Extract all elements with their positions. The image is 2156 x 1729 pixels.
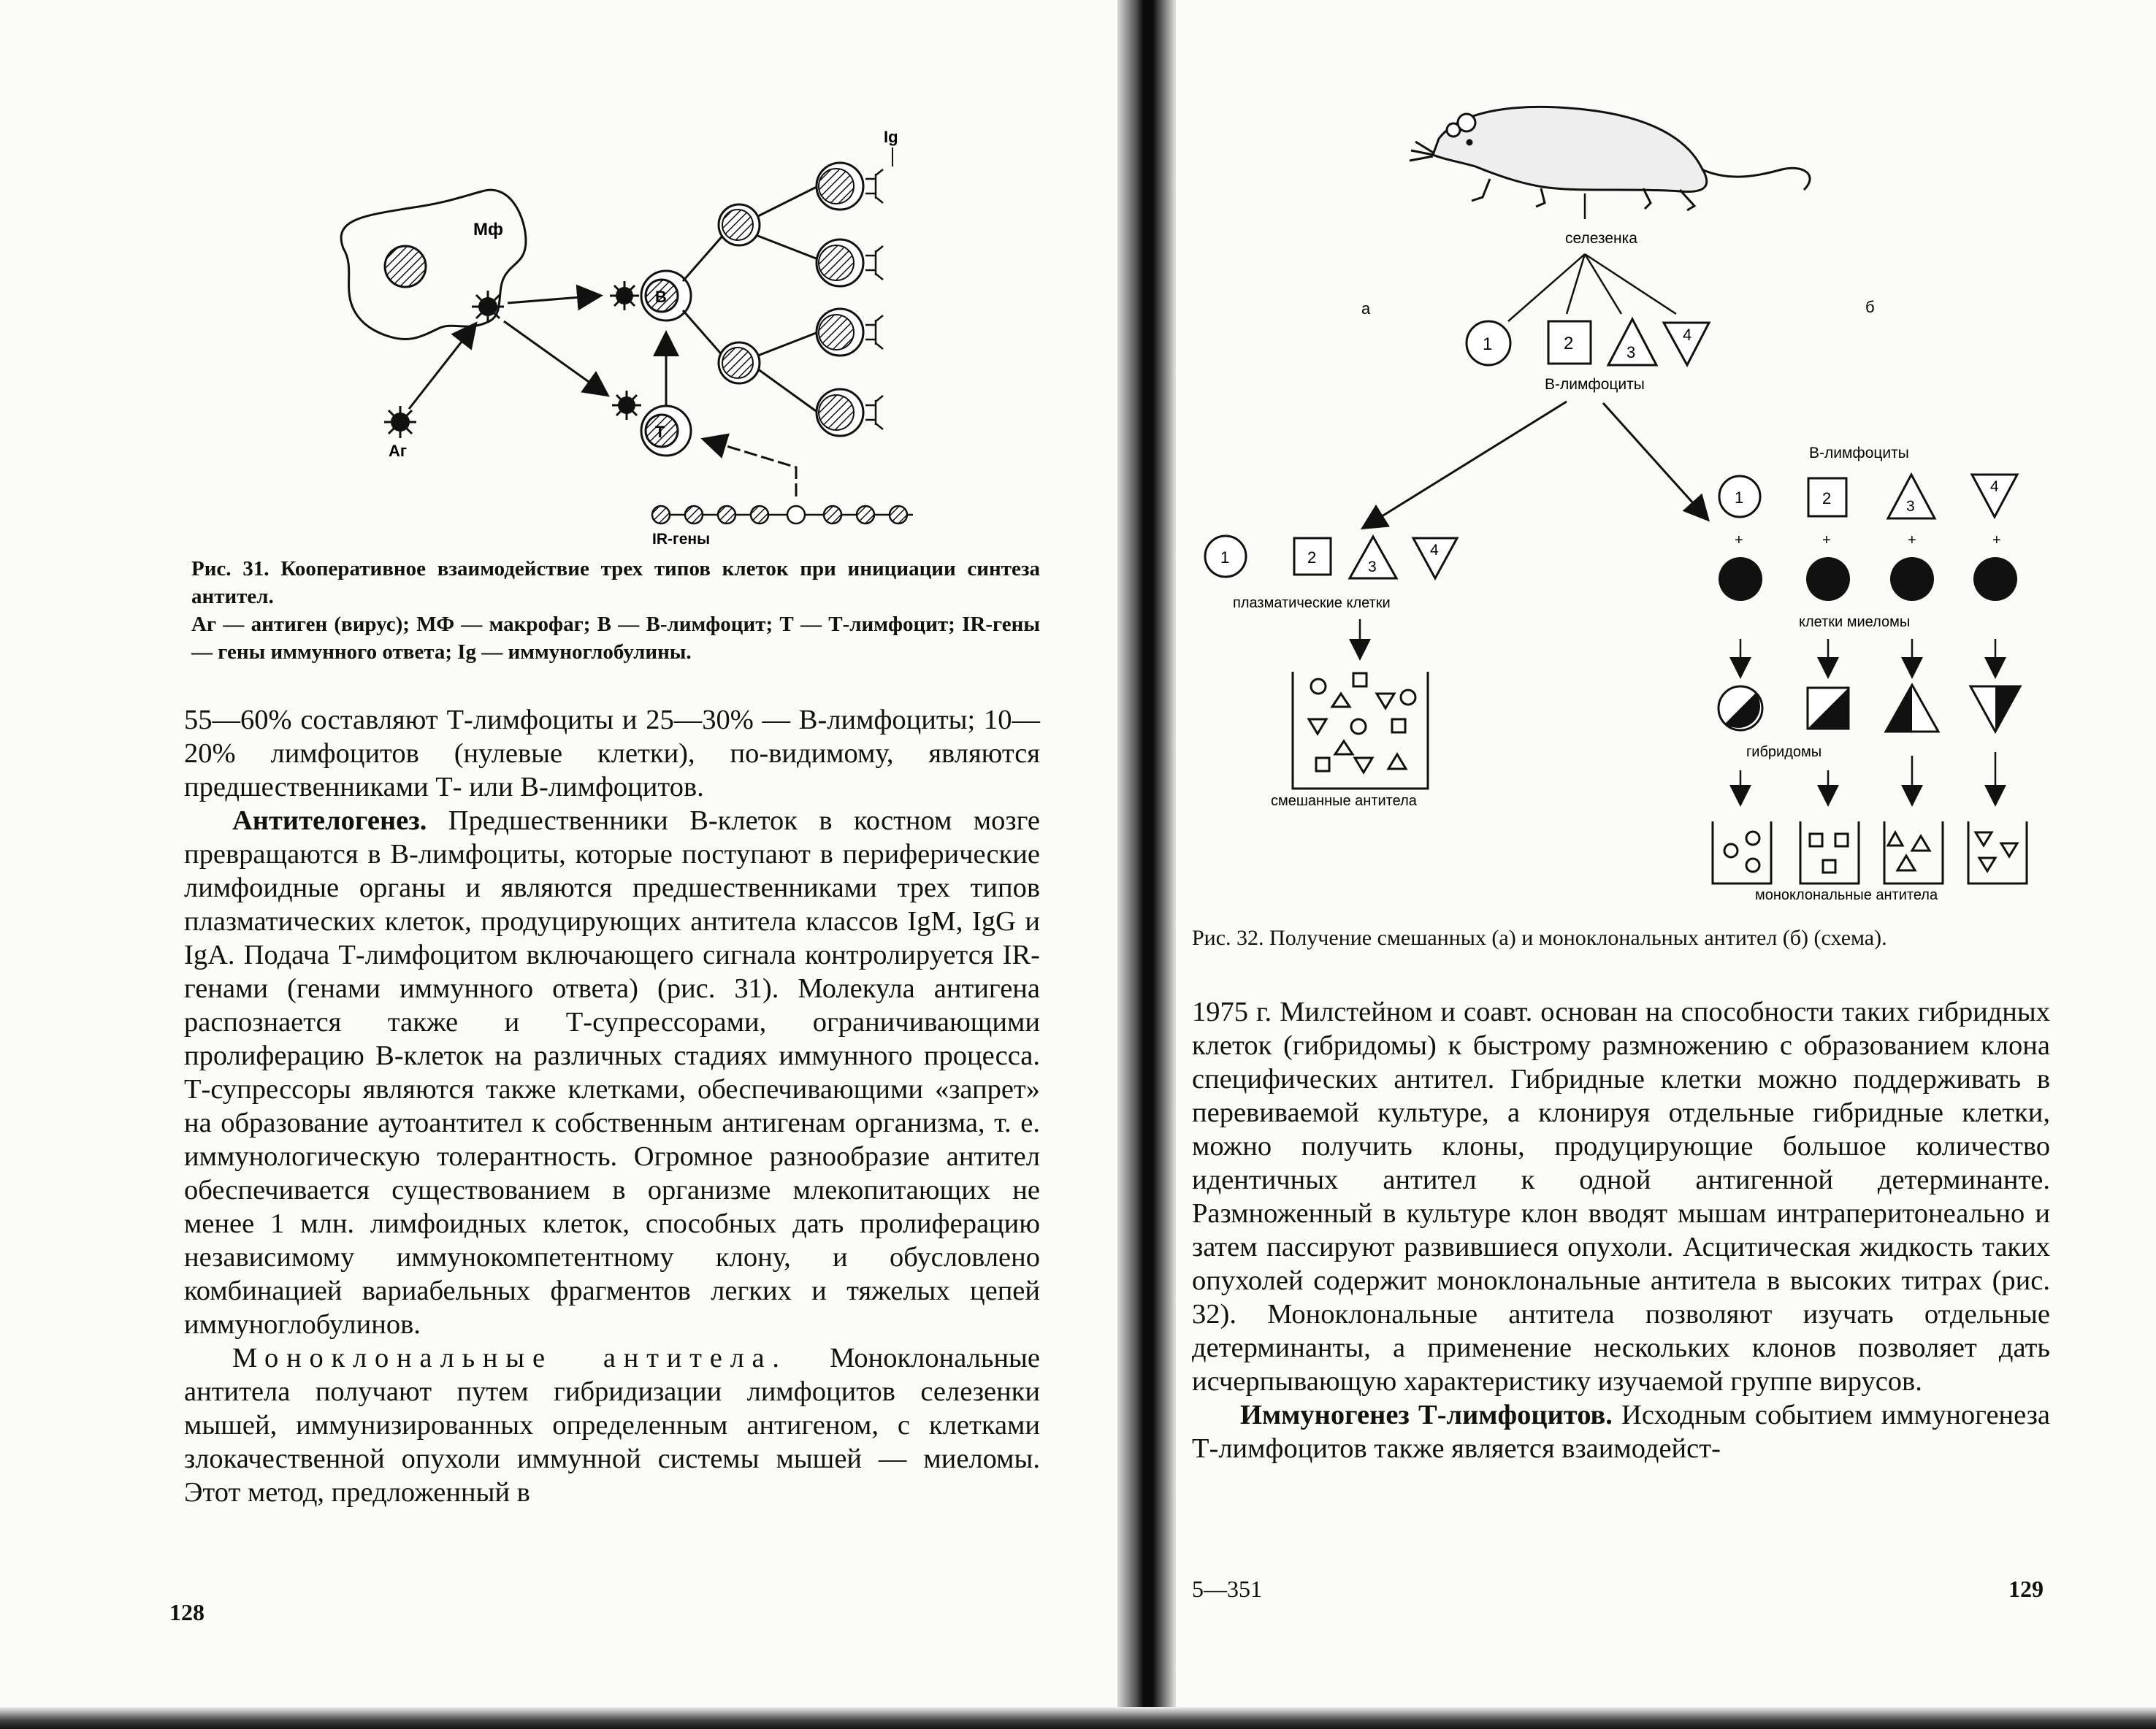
heading-antibody-genesis: Антителогенез. [232,805,427,836]
daughter-cell-lower [719,342,760,383]
page-number-left: 128 [169,1599,204,1625]
paragraph-t-lymphocyte-immunogenesis [1192,1398,2050,1465]
monoclonal-antibodies-label: моноклональные антитела [1755,887,1938,903]
figure-32 [1176,0,2156,920]
svg-text:3: 3 [1626,343,1636,361]
book-gutter [1117,0,1176,1729]
arrows-myeloma-to-hybridoma [1740,639,1995,675]
arrow-ir-genes-to-t [705,440,796,497]
plasma-cell-1 [817,163,883,210]
ir-genes-label: IR-гены [652,531,711,548]
paragraph-antibody-genesis [184,804,1040,1341]
arrow-macrophage-to-t [504,321,606,394]
plasma-cell-a-3 [1350,537,1396,578]
right-page [1176,0,2156,1729]
myeloma-cells [1719,557,2017,601]
arrow-to-part-b [1603,403,1707,518]
page-number-right: 129 [2008,1576,2044,1602]
svg-text:2: 2 [1822,489,1832,507]
b-lymphocyte-top-3 [1608,319,1656,365]
hybridoma-1 [1719,686,1762,730]
paragraph-monoclonal-intro [184,1341,1040,1509]
svg-text:3: 3 [1368,559,1377,575]
svg-text:1: 1 [1220,548,1230,567]
macrophage-nucleus [385,246,426,287]
svg-text:2: 2 [1307,548,1317,567]
part-a-label: а [1361,299,1371,318]
plasma-cell-4 [817,389,883,436]
svg-text:2: 2 [1564,334,1574,353]
ir-gene-chain [652,506,913,524]
b-lymphocyte-top-1 [1467,321,1510,365]
plasma-cells-label: плазматические клетки [1233,595,1391,611]
b-lymphocytes-right-label: В-лимфоциты [1809,445,1909,461]
plasma-cell-a-1 [1205,536,1246,577]
svg-text:+: + [1822,532,1831,548]
plasma-cell-a-4 [1413,538,1457,578]
figure-31-caption-legend: Аг — антиген (вирус); МФ — макрофаг; В — В-лимфоцит; Т — Т-лимфоцит; IR-гены — гены иммунного ответа; Ig — иммуноглобулины. [191,613,1040,664]
plasma-cell-3 [817,309,883,356]
spleen-label: селезенка [1565,230,1637,247]
plasma-cell-2 [817,239,883,286]
t-cell-label: Т [655,423,665,441]
svg-text:4: 4 [1990,478,1999,495]
svg-text:+: + [1908,532,1916,548]
paragraph-hybridoma-method: 1975 г. Милстейном и соавт. основан на способности таких гибридных клеток (гибридомы) к быстрому размножению с образованием клона специфических антител. Гибридные клетки можно поддерживать в перевиваемой культуре, а клонируя отдельные гибридные клетки, можно получить клоны, продуцирующие большое количество идентичных антител к одной антигенной детерминанте. Размноженный в культуре клон вводят мышам интраперитонеально и затем пассируют развившиеся опухоли. Асцитическая жидкость таких опухолей содержит моноклональные антитела в высоких титрах (рис. 32). Моноклональные антитела позволяют изучать отдельные детерминанты, а применение нескольких клонов позволяет дать исчерпывающую характеристику изучаемой группе вирусов. [1192,997,2050,1397]
t-lymphocyte-immunogenesis-text: Исходным событием иммуногенеза Т-лимфоцитов также является взаимодейст- [1192,1400,2050,1464]
hybridomas-label: гибридомы [1746,744,1822,760]
right-page-body [1192,995,2050,1465]
plus-signs [1735,532,2001,548]
figure-32-caption: Рис. 32. Получение смешанных (а) и моноклональных антител (б) (схема). [1192,926,1887,950]
macrophage-label: Мф [473,220,503,239]
antigen-star-near-b [610,281,639,310]
svg-text:+: + [1992,532,2001,548]
spleen-branch-lines [1508,254,1676,321]
b-cell-label: В [655,288,667,306]
b-lymphocyte-top-4 [1664,323,1709,365]
svg-text:1: 1 [1735,488,1744,507]
heading-t-lymphocyte-immunogenesis: Иммуногенез Т-лимфоцитов. [1240,1400,1613,1430]
monoclonal-containers [1713,821,2027,883]
plasma-cell-a-2 [1294,538,1331,575]
printer-signature: 5—351 [1192,1576,1262,1602]
figure-31 [0,0,1117,555]
antigen-label: Аг [389,442,408,460]
heading-monoclonal-antibodies: Моноклональные антитела. [232,1343,787,1373]
b-lymphocyte-b-4 [1972,475,2017,517]
mixed-antibodies-container [1293,672,1428,789]
mouse-illustration [1410,107,1810,210]
svg-text:4: 4 [1683,326,1692,344]
antigen-star-on-macrophage [472,291,504,323]
paragraph-lymphocyte-ratio: 55—60% составляют Т-лимфоциты и 25—30% — В-лимфоциты; 10—20% лимфоцитов (нулевые клетки), по-видимому, являются предшественниками Т- или В-лимфоцитов. [184,705,1040,802]
figure-31-caption-title: Рис. 31. Кооперативное взаимодействие трех типов клеток при инициации синтеза антител. [191,557,1040,608]
hybridoma-4 [1970,686,2020,732]
hybridoma-2 [1808,688,1849,729]
figure-31-caption [191,555,1040,666]
b-lymphocyte-b-3 [1888,475,1935,518]
b-lymphocyte-top-2 [1548,321,1591,364]
arrow-macrophage-to-b [508,296,599,303]
myeloma-cells-label: клетки миеломы [1799,614,1911,630]
part-b-label: б [1865,298,1875,316]
daughter-cell-upper [719,204,760,245]
scan-bottom-edge [0,1707,2156,1729]
ig-label: Ig [884,128,898,146]
mixed-antibodies-label: смешанные антитела [1271,793,1417,809]
left-page-body [184,703,1040,1509]
antibody-genesis-text: Предшественники В-клеток в костном мозге превращаются в В-лимфоциты, которые поступают в периферические лимфоидные органы и являются предшественниками трех типов плазматических клеток, продуцирующих антитела классов IgM, IgG и IgA. Подача Т-лимфоцитом включающего сигнала контролируется IR-генами (генами иммунного ответа) (рис. 31). Молекула антигена распознается также и Т-супрессорами, ограничивающими пролиферацию В-клеток на различных стадиях иммунного процесса. Т-супрессоры являются также клетками, обеспечивающими «запрет» на образование аутоантител к собственным антигенам организма, т. е. иммунологическую толерантность. Огромное разнообразие антител обеспечивается существованием в организме млекопитающих не менее 1 млн. лимфоидных клеток, способных дать пролиферацию независимому иммунокомпетентному клону, и обусловлено комбинацией вариабельных фрагментов легких и тяжелых цепей иммуноглобулинов. [184,805,1040,1340]
antigen-star-near-t [612,391,641,420]
antigen-star-free [384,406,416,438]
monoclonal-intro-text: Моноклональные антитела получают путем гибридизации лимфоцитов селезенки мышей, иммунизированных определенным антигеном, с клетками злокачественной опухоли иммунной системы мышей — миеломы. Этот метод, предложенный в [184,1343,1040,1508]
svg-text:4: 4 [1430,542,1439,559]
svg-text:+: + [1735,532,1743,548]
b-lymphocyte-b-1 [1719,476,1760,517]
hybridoma-3 [1886,685,1938,732]
arrow-to-part-a [1364,402,1567,527]
svg-text:1: 1 [1483,334,1493,354]
svg-text:3: 3 [1906,498,1915,515]
b-lymphocytes-top-label: В-лимфоциты [1545,376,1645,393]
b-lymphocyte-b-2 [1808,478,1846,516]
